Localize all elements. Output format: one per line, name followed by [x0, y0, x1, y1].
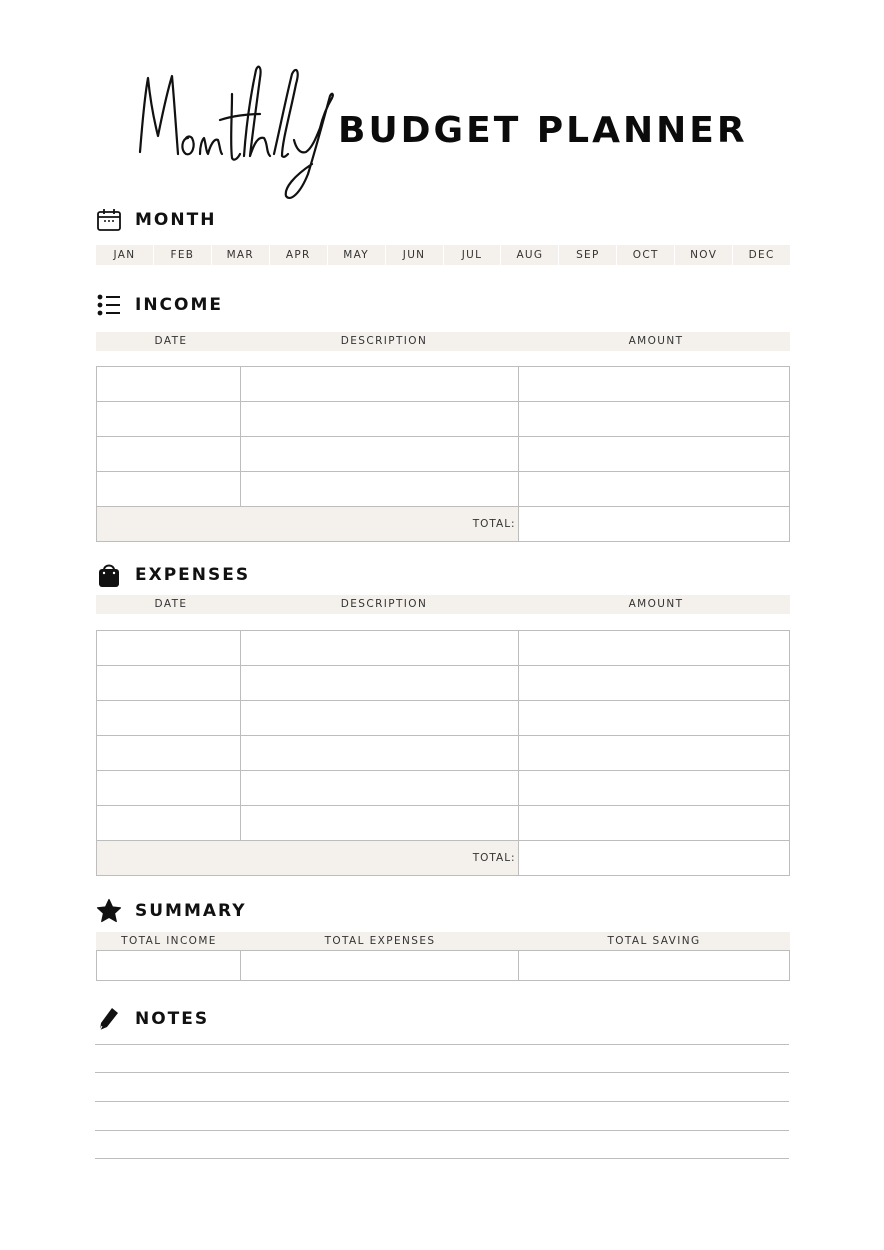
- month-may[interactable]: MAY: [328, 245, 386, 265]
- expenses-col-date: DATE: [154, 598, 188, 610]
- table-row: [97, 806, 790, 841]
- month-oct[interactable]: OCT: [617, 245, 675, 265]
- income-total-cell[interactable]: [518, 507, 789, 542]
- month-jul[interactable]: JUL: [444, 245, 502, 265]
- expense-amount-cell[interactable]: [518, 666, 789, 701]
- expenses-section-title: EXPENSES: [135, 565, 251, 585]
- expense-date-cell[interactable]: [97, 666, 241, 701]
- table-row: [97, 472, 790, 507]
- table-row: [97, 736, 790, 771]
- expense-amount-cell[interactable]: [518, 736, 789, 771]
- month-feb[interactable]: FEB: [154, 245, 212, 265]
- income-description-cell[interactable]: [241, 472, 518, 507]
- table-row: [97, 771, 790, 806]
- page-title: BUDGET PLANNER: [338, 110, 748, 151]
- expense-amount-cell[interactable]: [518, 631, 789, 666]
- summary-col-total-income: TOTAL INCOME: [121, 935, 217, 947]
- notes-section-title: NOTES: [135, 1009, 210, 1029]
- table-row: [97, 666, 790, 701]
- income-section-title: INCOME: [135, 295, 224, 315]
- income-date-cell[interactable]: [97, 472, 241, 507]
- month-jan[interactable]: JAN: [96, 245, 154, 265]
- table-row: [97, 367, 790, 402]
- summary-col-total-saving: TOTAL SAVING: [607, 935, 701, 947]
- expense-date-cell[interactable]: [97, 806, 241, 841]
- notes-line[interactable]: [95, 1072, 789, 1073]
- expense-amount-cell[interactable]: [518, 701, 789, 736]
- expenses-col-description: DESCRIPTION: [340, 598, 428, 610]
- expense-description-cell[interactable]: [241, 806, 518, 841]
- pencil-icon: [96, 1006, 122, 1032]
- income-date-cell[interactable]: [97, 367, 241, 402]
- expenses-total-cell[interactable]: [518, 841, 789, 876]
- income-col-amount: AMOUNT: [628, 335, 684, 347]
- income-amount-cell[interactable]: [518, 402, 789, 437]
- month-sep[interactable]: SEP: [559, 245, 617, 265]
- month-jun[interactable]: JUN: [386, 245, 444, 265]
- summary-section-title: SUMMARY: [135, 901, 247, 921]
- total-saving-cell[interactable]: [519, 951, 790, 981]
- expenses-column-headers: [96, 595, 790, 614]
- notes-section-header: [96, 1005, 209, 1033]
- month-aug[interactable]: AUG: [501, 245, 559, 265]
- expense-amount-cell[interactable]: [518, 806, 789, 841]
- expense-description-cell[interactable]: [241, 631, 518, 666]
- income-column-headers: [96, 332, 790, 351]
- income-section-header: [96, 291, 223, 319]
- summary-section-header: [96, 897, 247, 925]
- expense-amount-cell[interactable]: [518, 771, 789, 806]
- table-row: [97, 701, 790, 736]
- month-dec[interactable]: DEC: [748, 249, 775, 261]
- income-amount-cell[interactable]: [518, 437, 789, 472]
- table-row: [97, 951, 790, 981]
- notes-line[interactable]: [95, 1101, 789, 1102]
- income-table: [96, 366, 790, 542]
- title-script-lettering: [136, 58, 356, 208]
- income-date-cell[interactable]: [97, 437, 241, 472]
- income-description-cell[interactable]: [241, 402, 518, 437]
- expense-description-cell[interactable]: [241, 736, 518, 771]
- notes-line[interactable]: [95, 1130, 789, 1131]
- income-amount-cell[interactable]: [518, 367, 789, 402]
- calendar-icon: [96, 207, 122, 233]
- summary-table: [96, 950, 790, 981]
- summary-column-headers: [96, 932, 790, 950]
- month-selector: [96, 245, 790, 265]
- income-col-date: DATE: [154, 335, 188, 347]
- income-total-label: TOTAL:: [97, 507, 519, 542]
- month-section-header: [96, 206, 216, 234]
- expenses-total-label: TOTAL:: [97, 841, 519, 876]
- notes-line[interactable]: [95, 1158, 789, 1159]
- income-description-cell[interactable]: [241, 437, 518, 472]
- expense-date-cell[interactable]: [97, 631, 241, 666]
- expenses-section-header: [96, 561, 250, 589]
- total-income-cell[interactable]: [97, 951, 241, 981]
- income-amount-cell[interactable]: [518, 472, 789, 507]
- expense-date-cell[interactable]: [97, 771, 241, 806]
- month-mar[interactable]: MAR: [212, 245, 270, 265]
- expenses-table: [96, 630, 790, 876]
- income-description-cell[interactable]: [241, 367, 518, 402]
- expense-description-cell[interactable]: [241, 771, 518, 806]
- income-col-description: DESCRIPTION: [340, 335, 428, 347]
- expense-description-cell[interactable]: [241, 701, 518, 736]
- star-icon: [96, 898, 122, 924]
- income-date-cell[interactable]: [97, 402, 241, 437]
- expenses-col-amount: AMOUNT: [628, 598, 684, 610]
- table-row: [97, 631, 790, 666]
- month-apr[interactable]: APR: [270, 245, 328, 265]
- shopping-bag-icon: [96, 562, 122, 588]
- month-nov[interactable]: NOV: [675, 245, 733, 265]
- expense-description-cell[interactable]: [241, 666, 518, 701]
- list-icon: [96, 292, 122, 318]
- table-row: [97, 437, 790, 472]
- table-row: [97, 402, 790, 437]
- expense-date-cell[interactable]: [97, 701, 241, 736]
- expense-date-cell[interactable]: [97, 736, 241, 771]
- month-section-title: MONTH: [135, 210, 217, 230]
- total-expenses-cell[interactable]: [241, 951, 519, 981]
- notes-line[interactable]: [95, 1044, 789, 1045]
- expenses-total-row: [97, 841, 790, 876]
- income-total-row: [97, 507, 790, 542]
- summary-col-total-expenses: TOTAL EXPENSES: [324, 935, 436, 947]
